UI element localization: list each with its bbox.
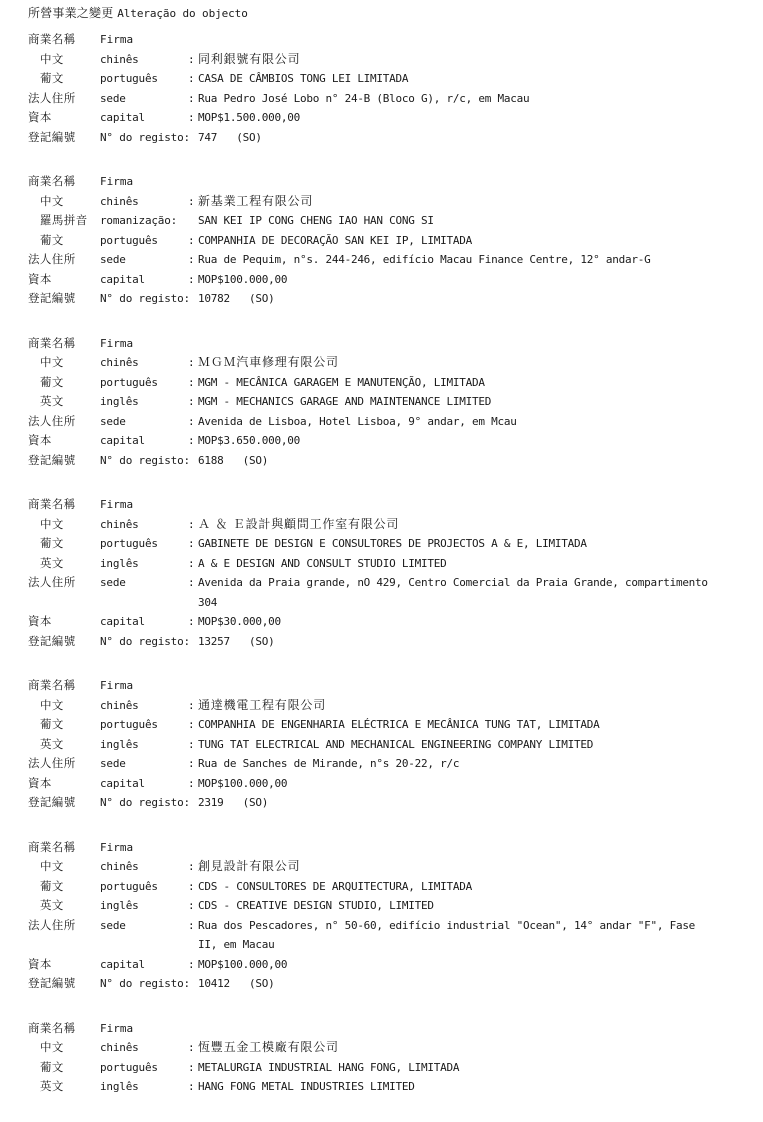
chinese-name-row — [0, 50, 763, 70]
portuguese-name-value: COMPANHIA DE DECORAÇÃO SAN KEI IP, LIMITADA — [198, 233, 473, 247]
firma-row — [0, 172, 763, 192]
capital-row — [0, 955, 763, 975]
chinese-name-value: Ａ ＆ Ｅ設計與顧問工作室有限公司 — [198, 516, 400, 531]
registo-row — [0, 289, 763, 309]
portuguese-name-row — [0, 715, 763, 735]
english-name-row — [0, 1077, 763, 1097]
colon: : — [188, 517, 195, 531]
firma-label-cn: 商業名稱 — [28, 32, 76, 46]
portuguese-label-cn: 葡文 — [40, 536, 64, 550]
portuguese-name-row — [0, 69, 763, 89]
registo-value: 10412 (SO) — [198, 977, 275, 990]
chinese-name-value: 新基業工程有限公司 — [198, 193, 314, 208]
registo-label-cn: 登記編號 — [28, 452, 76, 467]
firma-row — [0, 30, 763, 50]
sede-label-cn: 法人住所 — [28, 90, 76, 105]
sede-value: Rua dos Pescadores, n° 50-60, edifício industrial "Ocean", 14° andar "F", Fase — [198, 918, 696, 932]
portuguese-name-row — [0, 877, 763, 897]
sede-label-pt: sede — [100, 91, 126, 105]
capital-value: MOP$100.000,00 — [198, 776, 288, 790]
chinese-label-pt: chinês — [100, 194, 139, 208]
sede-label-cn: 法人住所 — [28, 917, 76, 932]
chinese-label-cn: 中文 — [40, 859, 64, 873]
romanization-label-pt: romanização: — [100, 214, 178, 227]
colon: : — [188, 537, 195, 550]
colon: : — [188, 375, 195, 389]
registo-row — [0, 128, 763, 148]
capital-value: MOP$100.000,00 — [198, 957, 288, 971]
firma-label-cn: 商業名稱 — [28, 678, 76, 692]
colon: : — [188, 414, 195, 428]
sede-label-cn: 法人住所 — [28, 413, 76, 428]
colon: : — [188, 737, 195, 751]
english-name-value: HANG FONG METAL INDUSTRIES LIMITED — [198, 1080, 415, 1093]
registo-value: 2319 (SO) — [198, 796, 269, 809]
colon: : — [188, 395, 195, 408]
firma-label-pt: Firma — [100, 175, 134, 188]
chinese-label-pt: chinês — [100, 698, 139, 712]
page-header-portuguese: Alteração do objecto — [117, 7, 248, 20]
portuguese-label-cn: 葡文 — [40, 232, 64, 247]
list-item — [0, 495, 763, 651]
english-name-row — [0, 554, 763, 574]
english-name-value: A & E DESIGN AND CONSULT STUDIO LIMITED — [198, 556, 447, 570]
chinese-name-row — [0, 192, 763, 212]
registo-row — [0, 632, 763, 652]
chinese-label-cn: 中文 — [40, 51, 64, 66]
registo-value: 747 (SO) — [198, 130, 262, 144]
sede-label-pt: sede — [100, 414, 126, 428]
sede-row — [0, 412, 763, 432]
firma-label-cn: 商業名稱 — [28, 335, 76, 350]
chinese-label-pt: chinês — [100, 356, 139, 369]
colon: : — [188, 556, 195, 570]
registo-label-pt: N° do registo: — [100, 977, 190, 990]
list-item — [0, 334, 763, 471]
sede-value-continued: II, em Macau — [198, 938, 275, 951]
sede-value: Rua Pedro José Lobo n° 24-B (Bloco G), r/c, em Macau — [198, 91, 530, 105]
registo-label-cn: 登記編號 — [28, 291, 76, 305]
capital-label-pt: capital — [100, 111, 145, 124]
firma-row — [0, 495, 763, 515]
portuguese-name-value: METALURGIA INDUSTRIAL HANG FONG, LIMITADA — [198, 1060, 460, 1074]
registo-value: 13257 (SO) — [198, 634, 275, 648]
english-name-row — [0, 392, 763, 412]
portuguese-label-pt: português — [100, 72, 158, 85]
colon: : — [188, 899, 195, 912]
sede-row — [0, 916, 763, 936]
page-header — [28, 4, 248, 21]
chinese-label-pt: chinês — [100, 860, 139, 873]
english-name-value: TUNG TAT ELECTRICAL AND MECHANICAL ENGINEERING COMPANY LIMITED — [198, 737, 594, 751]
capital-label-pt: capital — [100, 434, 145, 447]
capital-label-pt: capital — [100, 272, 145, 286]
english-label-pt: inglês — [100, 1080, 139, 1093]
sede-continuation-row — [0, 935, 763, 955]
sede-continuation-row — [0, 593, 763, 613]
portuguese-name-value: COMPANHIA DE ENGENHARIA ELÉCTRICA E MECÂNICA TUNG TAT, LIMITADA — [198, 718, 600, 731]
colon: : — [188, 233, 195, 247]
chinese-label-cn: 中文 — [40, 697, 64, 712]
chinese-label-pt: chinês — [100, 1041, 139, 1054]
capital-row — [0, 431, 763, 451]
colon: : — [188, 111, 195, 124]
portuguese-label-pt: português — [100, 718, 158, 731]
registo-label-cn: 登記編號 — [28, 633, 76, 648]
capital-label-cn: 資本 — [28, 775, 52, 790]
english-name-value: MGM - MECHANICS GARAGE AND MAINTENANCE LIMITED — [198, 395, 492, 408]
chinese-name-value: 恆豐五金工模廠有限公司 — [198, 1040, 339, 1054]
colon: : — [188, 434, 195, 447]
english-label-cn: 英文 — [40, 736, 64, 751]
sede-row — [0, 754, 763, 774]
capital-label-pt: capital — [100, 615, 145, 628]
list-item — [0, 30, 763, 147]
chinese-name-row — [0, 1038, 763, 1058]
registo-label-pt: N° do registo: — [100, 634, 190, 648]
capital-row — [0, 108, 763, 128]
sede-label-pt: sede — [100, 918, 126, 932]
list-item — [0, 838, 763, 994]
firma-label-cn: 商業名稱 — [28, 839, 76, 854]
romanization-row — [0, 211, 763, 231]
portuguese-name-row — [0, 1058, 763, 1078]
registo-label-pt: N° do registo: — [100, 130, 190, 144]
capital-value: MOP$30.000,00 — [198, 615, 281, 628]
capital-row — [0, 270, 763, 290]
sede-row — [0, 573, 763, 593]
chinese-label-cn: 中文 — [40, 1040, 64, 1054]
list-item — [0, 1019, 763, 1097]
colon: : — [188, 1041, 195, 1054]
capital-label-pt: capital — [100, 957, 145, 971]
colon: : — [188, 52, 195, 66]
colon: : — [188, 1060, 195, 1074]
capital-row — [0, 612, 763, 632]
portuguese-label-pt: português — [100, 537, 158, 550]
colon: : — [188, 72, 195, 85]
sede-value: Rua de Sanches de Mirande, n°s 20-22, r/c — [198, 757, 460, 770]
registo-label-cn: 登記編號 — [28, 795, 76, 809]
sede-label-cn: 法人住所 — [28, 575, 76, 589]
chinese-name-value: 通達機電工程有限公司 — [198, 697, 327, 712]
list-item — [0, 676, 763, 813]
firma-row — [0, 1019, 763, 1039]
sede-label-cn: 法人住所 — [28, 252, 76, 266]
colon: : — [188, 356, 195, 369]
portuguese-name-value: CDS - CONSULTORES DE ARQUITECTURA, LIMITADA — [198, 879, 473, 893]
list-item — [0, 172, 763, 309]
registo-row — [0, 451, 763, 471]
portuguese-label-pt: português — [100, 375, 158, 389]
registo-row — [0, 793, 763, 813]
chinese-name-row — [0, 515, 763, 535]
colon: : — [188, 879, 195, 893]
colon: : — [188, 576, 195, 589]
english-name-value: CDS - CREATIVE DESIGN STUDIO, LIMITED — [198, 899, 434, 912]
english-label-pt: inglês — [100, 556, 139, 570]
firma-label-pt: Firma — [100, 498, 134, 511]
sede-label-pt: sede — [100, 253, 126, 266]
colon: : — [188, 91, 195, 105]
sede-row — [0, 250, 763, 270]
sede-label-cn: 法人住所 — [28, 756, 76, 770]
firma-label-pt: Firma — [100, 1021, 134, 1035]
portuguese-label-pt: português — [100, 1060, 158, 1074]
colon: : — [188, 957, 195, 971]
chinese-name-value: 創見設計有限公司 — [198, 859, 301, 873]
english-label-cn: 英文 — [40, 898, 64, 912]
sede-label-pt: sede — [100, 757, 126, 770]
firma-row — [0, 676, 763, 696]
portuguese-name-value: GABINETE DE DESIGN E CONSULTORES DE PROJECTOS A & E, LIMITADA — [198, 537, 587, 550]
chinese-name-row — [0, 857, 763, 877]
english-label-pt: inglês — [100, 737, 139, 751]
firma-label-cn: 商業名稱 — [28, 174, 76, 188]
registo-label-cn: 登記編號 — [28, 129, 76, 144]
sede-value: Avenida da Praia grande, nO 429, Centro Comercial da Praia Grande, compartimento — [198, 576, 708, 589]
colon: : — [188, 253, 195, 266]
colon: : — [188, 615, 195, 628]
portuguese-label-pt: português — [100, 879, 158, 893]
english-label-cn: 英文 — [40, 394, 64, 408]
portuguese-label-cn: 葡文 — [40, 1059, 64, 1074]
portuguese-label-cn: 葡文 — [40, 374, 64, 389]
firma-row — [0, 838, 763, 858]
firma-row — [0, 334, 763, 354]
colon: : — [188, 272, 195, 286]
english-label-pt: inglês — [100, 899, 139, 912]
portuguese-label-cn: 葡文 — [40, 71, 64, 85]
firma-label-cn: 商業名稱 — [28, 497, 76, 511]
colon: : — [188, 194, 195, 208]
entry-list — [0, 30, 763, 1122]
english-label-cn: 英文 — [40, 555, 64, 570]
registo-label-pt: N° do registo: — [100, 796, 190, 809]
capital-label-cn: 資本 — [28, 433, 52, 447]
capital-value: MOP$100.000,00 — [198, 272, 288, 286]
chinese-label-pt: chinês — [100, 52, 139, 66]
portuguese-name-row — [0, 534, 763, 554]
romanization-value: SAN KEI IP CONG CHENG IAO HAN CONG SI — [198, 214, 434, 227]
registo-label-pt: N° do registo: — [100, 453, 190, 467]
sede-value: Avenida de Lisboa, Hotel Lisboa, 9° andar, em Mcau — [198, 414, 517, 428]
chinese-name-value: ＭＧＭ汽車修理有限公司 — [198, 355, 339, 369]
english-label-pt: inglês — [100, 395, 139, 408]
portuguese-label-cn: 葡文 — [40, 717, 64, 731]
page-header-chinese: 所營事業之變更 — [28, 6, 114, 20]
capital-label-cn: 資本 — [28, 271, 52, 286]
colon: : — [188, 698, 195, 712]
capital-value: MOP$3.650.000,00 — [198, 434, 300, 447]
portuguese-name-value: CASA DE CÂMBIOS TONG LEI LIMITADA — [198, 72, 409, 85]
chinese-name-value: 同利銀號有限公司 — [198, 51, 301, 66]
sede-label-pt: sede — [100, 576, 126, 589]
registo-label-cn: 登記編號 — [28, 976, 76, 990]
firma-label-pt: Firma — [100, 33, 134, 46]
capital-value: MOP$1.500.000,00 — [198, 111, 300, 124]
sede-value: Rua de Pequim, n°s. 244-246, edifício Macau Finance Centre, 12° andar-G — [198, 253, 651, 266]
portuguese-label-cn: 葡文 — [40, 878, 64, 893]
firma-label-cn: 商業名稱 — [28, 1020, 76, 1035]
firma-label-pt: Firma — [100, 840, 134, 854]
colon: : — [188, 1080, 195, 1093]
registo-label-pt: N° do registo: — [100, 292, 190, 305]
firma-label-pt: Firma — [100, 336, 134, 350]
portuguese-name-row — [0, 373, 763, 393]
firma-label-pt: Firma — [100, 679, 134, 692]
chinese-label-cn: 中文 — [40, 516, 64, 531]
colon: : — [188, 776, 195, 790]
spacer — [0, 593, 198, 613]
colon: : — [188, 757, 195, 770]
english-name-row — [0, 735, 763, 755]
chinese-label-cn: 中文 — [40, 193, 64, 208]
colon: : — [188, 718, 195, 731]
registo-row — [0, 974, 763, 994]
registo-value: 6188 (SO) — [198, 453, 269, 467]
english-label-cn: 英文 — [40, 1079, 64, 1093]
capital-row — [0, 774, 763, 794]
colon: : — [188, 918, 195, 932]
capital-label-cn: 資本 — [28, 110, 52, 124]
romanization-label-cn: 羅馬拼音 — [40, 213, 88, 227]
english-name-row — [0, 896, 763, 916]
chinese-label-pt: chinês — [100, 517, 139, 531]
capital-label-pt: capital — [100, 776, 145, 790]
chinese-name-row — [0, 353, 763, 373]
chinese-label-cn: 中文 — [40, 355, 64, 369]
spacer — [0, 935, 198, 955]
portuguese-name-row — [0, 231, 763, 251]
capital-label-cn: 資本 — [28, 956, 52, 971]
portuguese-name-value: MGM - MECÂNICA GARAGEM E MANUTENÇÃO, LIMITADA — [198, 375, 485, 389]
registo-value: 10782 (SO) — [198, 292, 275, 305]
colon: : — [188, 860, 195, 873]
sede-row — [0, 89, 763, 109]
chinese-name-row — [0, 696, 763, 716]
portuguese-label-pt: português — [100, 233, 158, 247]
sede-value-continued: 304 — [198, 595, 218, 609]
capital-label-cn: 資本 — [28, 614, 52, 628]
